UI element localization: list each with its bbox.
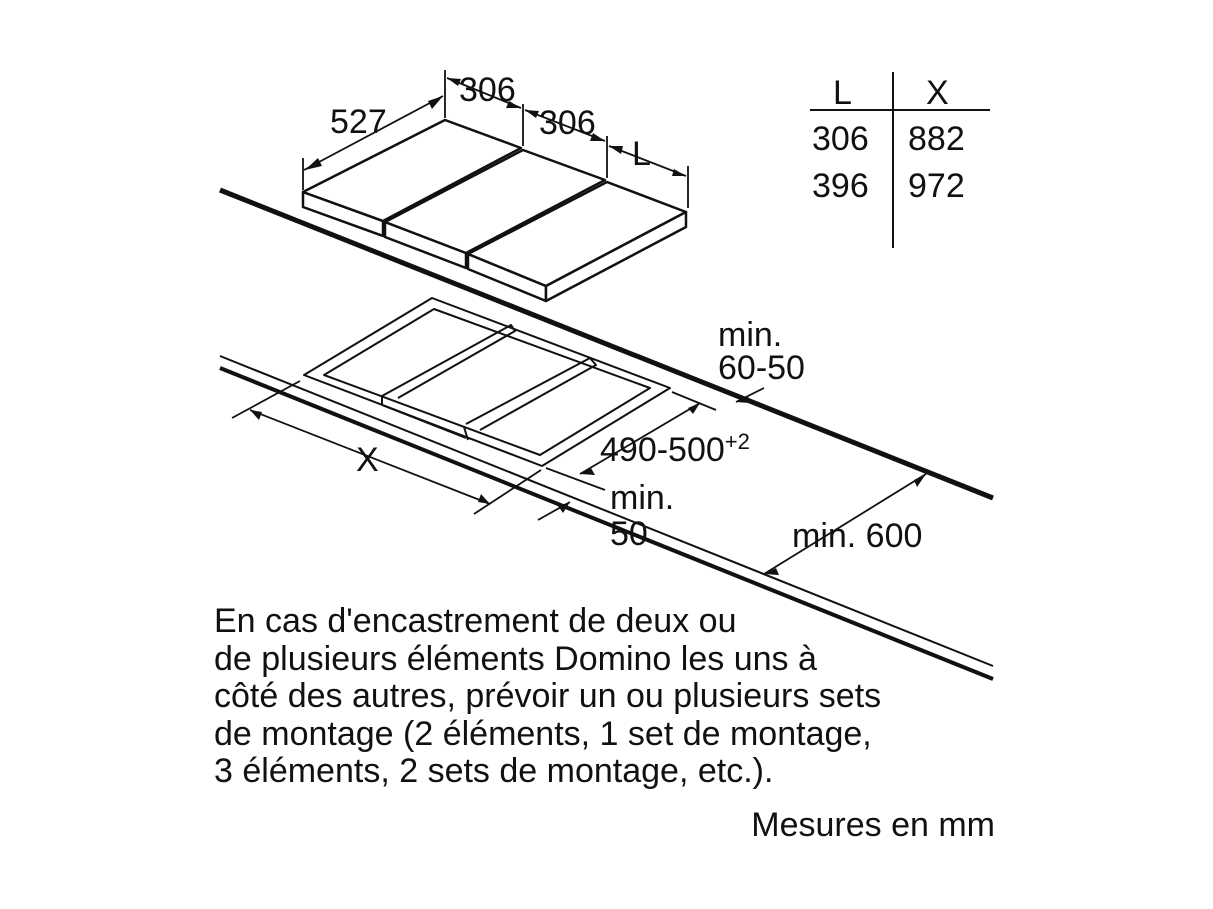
- depth-label: 527: [330, 103, 387, 141]
- width-right-label: L: [632, 135, 651, 173]
- hob-modules: [303, 120, 686, 301]
- note-line: 3 éléments, 2 sets de montage, etc.).: [214, 752, 774, 790]
- note-line: de plusieurs éléments Domino les uns à: [214, 639, 817, 678]
- cutout-depth-label: [600, 429, 750, 469]
- note-line: de montage (2 éléments, 1 set de montage,: [214, 714, 872, 753]
- units-note: Mesures en mm: [751, 806, 995, 844]
- table-cell: 306: [812, 120, 869, 158]
- table-cell: 396: [812, 167, 869, 205]
- cutout-depth-value: 490-500: [600, 431, 725, 469]
- note-line: côté des autres, prévoir un ou plusieurs sets: [214, 677, 882, 715]
- front-clearance-value-label: 50: [610, 515, 648, 553]
- front-clearance-min-label: min.: [610, 479, 675, 517]
- back-clearance-min-label: min.: [718, 316, 783, 354]
- table-header-x: X: [926, 74, 949, 112]
- cutout-depth-tolerance: +2: [724, 429, 750, 454]
- note-line: En cas d'encastrement de deux ou: [214, 602, 737, 640]
- table-header-l: L: [833, 74, 852, 112]
- table-cell: 972: [908, 167, 965, 205]
- back-clearance-value-label: 60-50: [718, 349, 805, 387]
- width-left-label: 306: [459, 71, 516, 109]
- front-clearance-arrow: [538, 502, 570, 520]
- installation-note: [214, 603, 994, 791]
- table-cell: 882: [908, 120, 965, 158]
- wall-clearance-label: min. 600: [792, 517, 923, 555]
- width-middle-label: 306: [539, 104, 596, 142]
- cutout-width-label: X: [356, 441, 379, 479]
